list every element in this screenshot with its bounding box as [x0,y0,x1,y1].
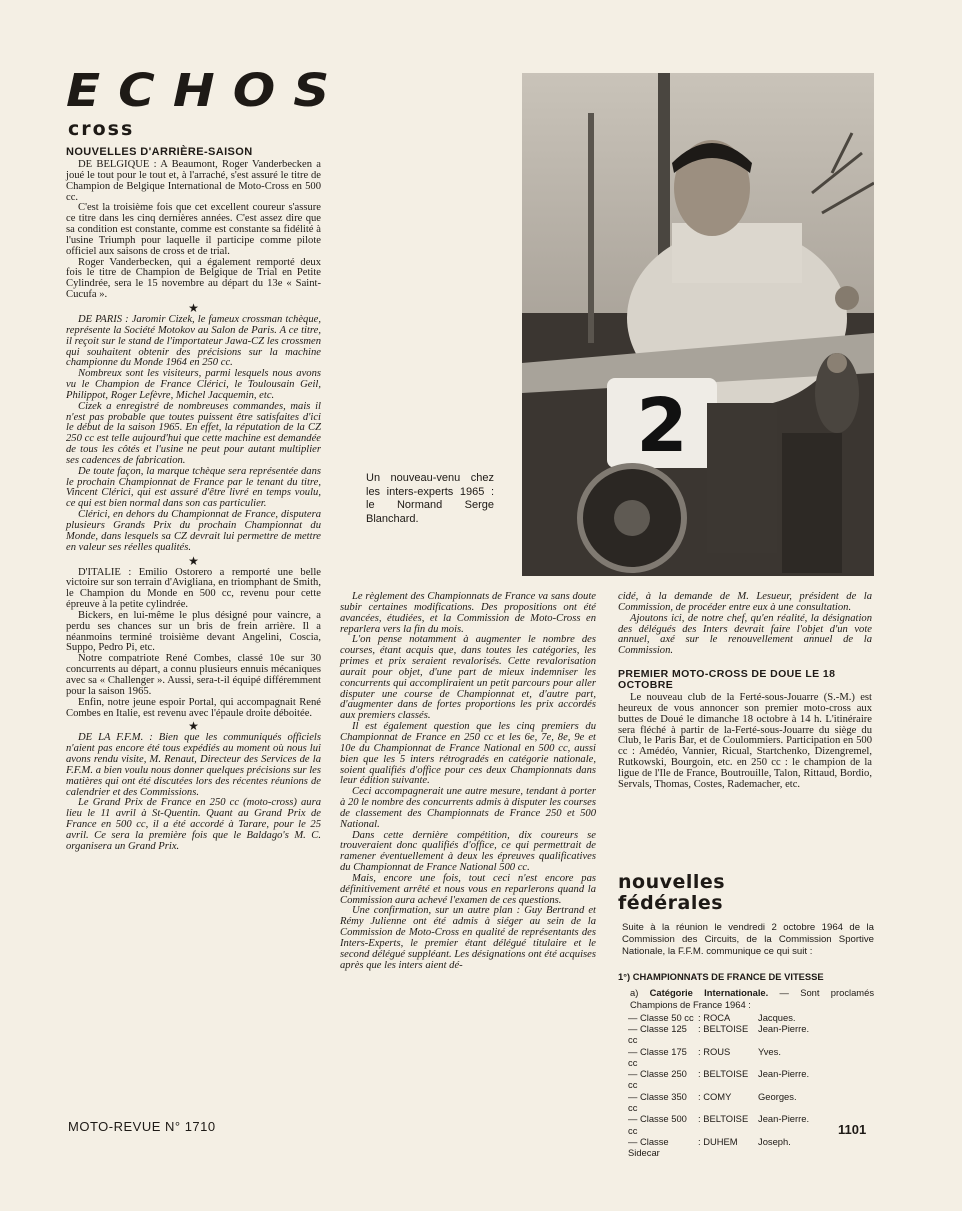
paragraph: DE BELGIQUE : A Beaumont, Roger Vanderbecken a joué le tout pour le tout et, à l'arraché, s'est assuré le titre de Champion de Belgique International de Moto-Cross en 500 cc. [66,159,321,203]
article-ffm [66,733,321,852]
article-paris [66,315,321,554]
paragraph: DE PARIS : Jaromir Cizek, le fameux crossman tchèque, représente la Société Motokov au Salon de Paris. A ce titre, il reçoit sur le stand de l'importateur Jawa-CZ les crossmen qui souhaitent obtenir des précisions sur la machine championne du Monde 1964 en 250 cc. [66,313,321,369]
result-name: : ROUS [698,1045,731,1057]
result-row [628,1068,874,1091]
paragraph: Notre compatriote René Combes, classé 10e sur 30 concurrents au départ, a connu plusieurs ennuis mécaniques avec sa « Challenger ». Aussi, sera-t-il équipé différemment pour la saison 1965. [66,653,321,697]
result-row [628,1012,874,1023]
category-text: — Sont proclamés Champions de France 1964 : [630,986,875,1010]
result-row [628,1046,874,1069]
page-number: 1101 [838,1122,867,1137]
result-firstname: Yves. [758,1045,781,1057]
paragraph: cidé, à la demande de M. Lesueur, président de la Commission, de procéder entre eux à une consultation. [618,591,872,613]
article-italie [66,568,321,720]
result-row [628,1091,874,1114]
section-title: ECHOS [66,64,348,117]
photo-illustration [522,73,874,576]
column-heading: NOUVELLES D'ARRIÈRE-SAISON [66,146,253,158]
result-firstname: Jean-Pierre. [758,1022,810,1034]
right-column [618,592,872,791]
nouvelles-federales [618,872,874,1158]
star-separator: ★ [188,553,199,568]
right-column-text [618,592,872,657]
section-title: CHAMPIONNATS DE FRANCE DE VITESSE [632,970,824,982]
paragraph: Cizek a enregistré de nombreuses commandes, mais il n'est pas probable que toutes puissent être satisfaites d'ici le début de la saison 1965. En effet, la réputation de la CZ 250 cc est telle aujourd'hui que cette machine est demandée de tous les côtés et l'usine ne peut pour autant multiplier ses cadences de fabrication. [66,400,321,466]
left-column [66,146,321,853]
doue-article [618,693,872,791]
star-separator: ★ [188,719,199,734]
result-class: — Classe 125 cc [628,1022,687,1046]
result-class: — Classe 350 cc [628,1090,687,1113]
result-class: — Classe 250 cc [628,1068,687,1091]
result-name: : BELTOISE [698,1113,749,1125]
category-intro [618,987,874,1011]
result-row [628,1136,874,1159]
result-firstname: Jean-Pierre. [758,1113,810,1125]
result-name: : ROCA [698,1011,731,1023]
result-class: — Classe Sidecar [628,1135,669,1159]
doue-heading: PREMIER MOTO-CROSS DE DOUE LE 18 OCTOBRE [618,668,836,692]
paragraph: C'est la troisième fois que cet excellent coureur s'assure ce titre dans les cinq dernières années. C'est assez dire que sa condition est constante, comme est constante sa fidélité à l'usine Triumph pour laquelle il participe comme pilote officiel aux saisons de cross et de trial. [66,202,321,257]
publication-footer: MOTO-REVUE N° 1710 [68,1119,216,1134]
nouvelles-intro: Suite à la réunion le vendredi 2 octobre 1964 de la Commission des Circuits, de la Commission Sportive Nationale, la F.F.M. communique ce qui suit : [622,922,874,958]
result-row [628,1023,874,1046]
paragraph: De toute façon, la marque tchèque sera représentée dans le prochain Championnat de France par le tenant du titre, Vincent Clérici, qui est assuré d'être livré en temps voulu, ce qui est bien normal dans son cas particulier. [66,465,321,510]
result-firstname: Jean-Pierre. [758,1068,810,1080]
result-class: — Classe 50 cc [628,1011,694,1023]
results-list [618,1012,874,1159]
paragraph: Le Grand Prix de France en 250 cc (moto-cross) aura lieu le 11 avril à St-Quentin. Quant au Grand Prix de France en 500 cc, il a été accordé à Tarare, pour le 25 avril. Ce sera la première fois que le Baldago's M. C. organisera un Grand Prix. [66,797,321,852]
section-number: 1°) [618,970,631,982]
paragraph: Nombreux sont les visiteurs, parmi lesquels nous avons vu le Champion de France Clérici, le Toulousain Geil, Philippot, Roger Lefèvre, Michel Jacquemin, etc. [66,368,321,401]
result-name: : DUHEM [698,1135,738,1147]
paragraph: Enfin, notre jeune espoir Portal, qui accompagnait René Combes en Italie, est revenu avec l'épaule droite déboitée. [66,696,321,719]
photo-caption: Un nouveau-venu chez les inters-experts 1965 : le Normand Serge Blanchard. [366,472,494,525]
paragraph: Clérici, en dehors du Championnat de France, disputera plusieurs Grands Prix du prochain Championnat du Monde, dans lesquels sa CZ devrait lui permettre de mettre en valeur ses réelles qualités. [66,509,321,553]
paragraph: Bickers, en lui-même le plus désigné pour vaincre, a perdu ses chances sur un bris de frein arrière. Il a néanmoins terminé troisième devant Angelini, Coscia, Suppo, Pedro Pi, etc. [66,609,321,654]
paragraph: DE LA F.F.M. : Bien que les communiqués officiels n'aient pas encore été tous expédiés au moment où nous lui avons rendu visite, M. Renaut, Directeur des Services de la F.F.M. a bien voulu nous donner quelques précisions sur les matières qui ont été discutées lors des récentes réunions de calendrier et des Commissions. [66,732,321,798]
plate-number: 2 [636,383,688,469]
result-firstname: Joseph. [758,1135,791,1147]
paragraph: D'ITALIE : Emilio Ostorero a remporté une belle victoire sur son terrain d'Avigliana, en triomphant de Smith, le Champion du Monde en 500 cc, revenu pour cette épreuve à la petite cylindrée. [66,566,321,611]
star-separator: ★ [188,300,199,315]
paragraph: Ceci accompagnerait une autre mesure, tendant à porter à 20 le nombre des concurrents admis à disputer les courses de classement des Championnats de France 250 et 500 National. [340,786,596,830]
paragraph: Le nouveau club de la Ferté-sous-Jouarre (S.-M.) est heureux de vous annoncer son premier moto-cross aux buttes de Doué le dimanche 18 octobre à 14 h. L'itinéraire sera fléché à partir de la-Ferté-sous-Jouarre du siège du Club, le Paris Bar, et de Coulommiers. Participation en 500 cc : Amédéo, Vannier, Ricual, Startchenko, Dizengremel, Rutkowski, Bourgoin, etc. en 250 cc : le champion de la ligue de l'Ile de France, Boutrouille, Talon, Rittaud, Bordio, Servals, Thomas, Costes, Rademacher, etc. [618,692,872,790]
rider-photo [522,73,874,576]
nouvelles-title-line2: fédérales [618,892,724,914]
category-label: Catégorie Internationale. [649,986,769,998]
paragraph: Il est également question que les cinq premiers du Championnat de France en 250 cc et les 6e, 7e, 8e, 9e et 10e du Championnat de France National en 500 cc, aussi bien que les 5 inters rétrogradés en catégorie nationale, soient qualifiés d'office pour ces deux Championnats dans leur édition suivante. [340,721,596,787]
article-belgique [66,160,321,301]
paragraph: Mais, encore une fois, tout ceci n'est encore pas définitivement arrêté et nous vous en reparlerons quand la Commission aura achevé l'examen de ces questions. [340,872,596,906]
paragraph: Dans cette dernière compétition, dix coureurs se trouveraient donc qualifiés d'office, ce qui permettrait de ramener éventuellement à deux les épreuves qualificatives du Championnat de France National 500 cc. [340,829,596,874]
paragraph: Ajoutons ici, de notre chef, qu'en réalité, la désignation des délégués des Inters devrait faire l'objet d'un vote annuel, axé sur le renouvellement annuel de la Commission. [618,612,872,657]
result-class: — Classe 175 cc [628,1045,687,1068]
paragraph: Une confirmation, sur un autre plan : Guy Bertrand et Rémy Julienne ont été admis à siéger au sein de la Commission de Moto-Cross en qualité de représentants des Inters-Experts, le premier étant délégué titulaire et le second délégué suppléant. Les désignations ont été acquises après que les inters aient dé- [340,905,596,971]
nouvelles-title-line1: nouvelles [618,871,726,893]
category-prefix: a) [630,986,639,998]
paragraph: Le règlement des Championnats de France va sans doute subir certaines modifications. Des propositions ont été avancées, étudiées, et la Commission de Moto-Cross en reparlera vers la fin du mois. [340,591,596,635]
result-name: : COMY [698,1090,732,1102]
section-heading [618,971,874,982]
section-subtitle: cross [68,118,135,140]
result-firstname: Georges. [758,1090,797,1102]
middle-column [340,592,596,972]
result-name: : BELTOISE [698,1068,749,1080]
paragraph: L'on pense notamment à augmenter le nombre des courses, étant acquis que, dans toutes les catégories, les primes et prix seraient revalorisés. Cette revalorisation aurait pour objet, d'une part de mieux indemniser les concurrents qui accompliraient un petit parcours pour aller disputer une course de Championnat et, d'autre part, d'augmenter dans de fortes proportions les prix accordés aux premiers classés. [340,634,596,722]
result-class: — Classe 500 cc [628,1113,687,1136]
paragraph: Roger Vanderbecken, qui a également remporté deux fois le titre de Champion de Belgique de Trial en Petite Cylindrée, sera le 15 novembre au départ du 13e « Saint-Cucufa ». [66,256,321,301]
result-name: : BELTOISE [698,1022,749,1034]
result-firstname: Jacques. [758,1011,796,1023]
